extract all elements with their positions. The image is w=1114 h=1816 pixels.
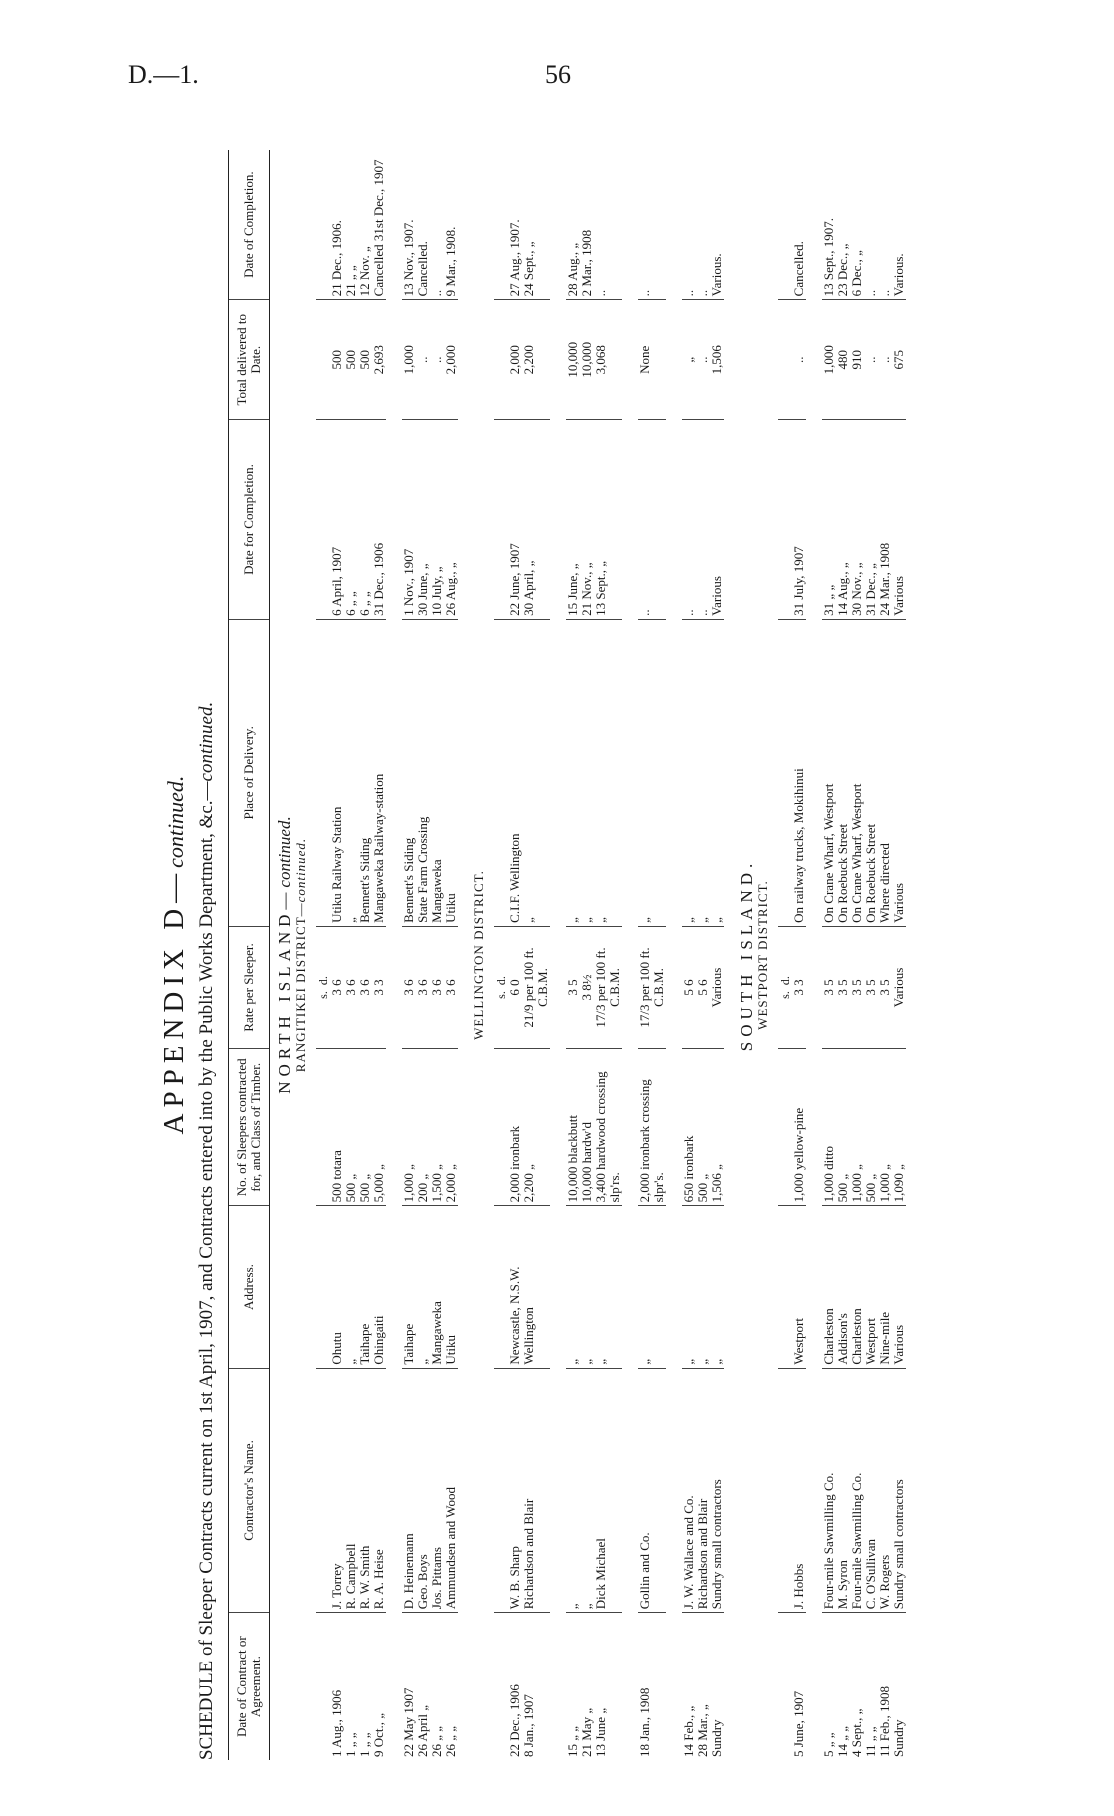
cell-date-of-completion: 9 Mar., 1908.: [444, 150, 458, 300]
cell-date: 22 May 1907: [401, 1687, 416, 1757]
cell-date-of-completion: Various.: [710, 150, 724, 300]
cell-contractor: Four-mile Sawmilling Co.: [822, 1368, 836, 1613]
cell-total-delivered: 10,000: [580, 300, 594, 420]
table-row: [864, 150, 878, 1760]
cell-date-of-completion: ..: [696, 150, 710, 300]
cell-total-delivered: 1,000: [822, 300, 836, 420]
cell-sleepers: 1,090 „: [892, 1049, 906, 1206]
cell-date-for-completion: 30 Nov., „: [850, 420, 864, 620]
cell-date-for-completion: Various: [892, 420, 906, 620]
cell-date-of-completion: ..: [878, 150, 892, 300]
cell-date-of-completion: Various.: [892, 150, 906, 300]
cell-date: 13 June „: [593, 1707, 608, 1757]
cell-date: 5 „ „: [821, 1732, 836, 1757]
cell-total-delivered: ..: [792, 300, 806, 420]
cell-contractor: Gollin and Co.: [638, 1368, 666, 1613]
cell-date: 4 Sept., „: [849, 1708, 864, 1757]
schedule-table: [228, 150, 906, 1760]
cell-date-of-completion: ..: [682, 150, 696, 300]
cell-rate: 3 6: [358, 926, 372, 1048]
cell-date-for-completion: ..: [638, 420, 666, 620]
cell-place: On Crane Wharf, Westport: [822, 619, 836, 926]
cell-date-for-completion: Various: [710, 420, 724, 620]
table-row: [372, 150, 386, 1760]
cell-address: Charleston: [850, 1206, 864, 1368]
cell-sleepers: 500 „: [344, 1049, 358, 1206]
cell-rate: 3 5: [822, 926, 836, 1048]
col-place-of-delivery: Place of Delivery.: [229, 619, 270, 926]
cell-total-delivered: 10,000: [566, 300, 580, 420]
cell-contractor: „: [566, 1368, 580, 1613]
cell-place: Where directed: [878, 619, 892, 926]
cell-date: 22 Dec., 1906: [507, 1684, 522, 1757]
cell-rate: 3 5: [566, 926, 580, 1048]
cell-date: 1 Aug., 1906: [329, 1689, 344, 1757]
cell-sleepers: 10,000 hardw'd: [580, 1049, 594, 1206]
cell-total-delivered: 675: [892, 300, 906, 420]
table-row: [580, 150, 594, 1760]
cell-contractor: J. Torrey: [330, 1368, 344, 1613]
table-row: [638, 150, 666, 1760]
cell-date-for-completion: 15 June, „: [566, 420, 580, 620]
cell-date-of-completion: 24 Sept., „: [522, 150, 550, 300]
cell-address: „: [710, 1206, 724, 1368]
table-row: [344, 150, 358, 1760]
cell-place: Bennett's Siding: [402, 619, 416, 926]
westport-heading: WESTPORT DISTRICT.: [755, 880, 770, 1030]
cell-date: 9 Oct., „: [371, 1712, 386, 1757]
cell-date-for-completion: 14 Aug., „: [836, 420, 850, 620]
cell-date-for-completion: ..: [682, 420, 696, 620]
cell-address: Nine-mile: [878, 1206, 892, 1368]
cell-sleepers: 10,000 blackbutt: [566, 1049, 580, 1206]
cell-date-for-completion: ..: [696, 420, 710, 620]
cell-contractor: W. Rogers: [878, 1368, 892, 1613]
col-address: Address.: [229, 1206, 270, 1368]
col-sleepers-timber: No. of Sleepers contracted for, and Class of Timber.: [229, 1049, 270, 1206]
cell-contractor: R. W. Smith: [358, 1368, 372, 1613]
cell-contractor: Geo. Boys: [416, 1368, 430, 1613]
cell-place: „: [522, 619, 550, 926]
cell-rate: 3 6: [416, 926, 430, 1048]
cell-address: Westport: [792, 1206, 806, 1368]
cell-date: Sundry: [891, 1719, 906, 1757]
cell-sleepers: 1,000 „: [402, 1049, 416, 1206]
cell-sleepers: 1,000 „: [878, 1049, 892, 1206]
cell-sleepers: 1,506 „: [710, 1049, 724, 1206]
table-row: [696, 150, 710, 1760]
cell-rate: Various: [892, 926, 906, 1048]
cell-contractor: Dick Michael: [594, 1368, 622, 1613]
table-row: [822, 150, 836, 1760]
cell-total-delivered: „: [682, 300, 696, 420]
rangitikei-heading: RANGITIKEI DISTRICT—continued.: [293, 837, 308, 1073]
cell-date: 26 April „: [415, 1705, 430, 1757]
cell-date-of-completion: ..: [864, 150, 878, 300]
cell-date-of-completion: 23 Dec., „: [836, 150, 850, 300]
cell-date: 18 Jan., 1908: [637, 1687, 652, 1757]
cell-place: „: [344, 619, 358, 926]
cell-date: 1 „ „: [343, 1732, 358, 1757]
cell-total-delivered: ..: [430, 300, 444, 420]
cell-date-for-completion: 31 Dec., 1906: [372, 420, 386, 620]
cell-contractor: D. Heinemann: [402, 1368, 416, 1613]
table-row: [430, 150, 444, 1760]
cell-sleepers: 200 „: [416, 1049, 430, 1206]
cell-sleepers: 500 totara: [330, 1049, 344, 1206]
table-row: [836, 150, 850, 1760]
cell-date-for-completion: 24 Mar., 1908: [878, 420, 892, 620]
cell-contractor: R. A. Heise: [372, 1368, 386, 1613]
cell-place: State Farm Crossing: [416, 619, 430, 926]
cell-sleepers: 1,000 „: [850, 1049, 864, 1206]
cell-date-of-completion: 21 „ „: [344, 150, 358, 300]
cell-contractor: Sundry small contractors: [892, 1368, 906, 1613]
cell-date-for-completion: 13 Sept., „: [594, 420, 622, 620]
table-body: NORTH ISLAND—continued. RANGITIKEI DISTRICT—continued. s. d. 1 Aug., 1906 J. Torrey Ohutu 500 totara 3 6 Utiku Railway Station 6 April, 1907 500 21 Dec., 1906. 1 „ „ R. Campbell „ 500 „ 3 6 „ 6 „ „ 500 21 „ „ 1 „ „ R. W. Smith Taihape 500 „ 3 6 Bennett's Siding 6 „ „ 500 12 Nov. „ 9 Oct., „ R. A. Heise Ohingaiti 5,000 „ 3 3 Mangaweka Railway-station 31 Dec., 1906 2,693 Cancelled 31st Dec., 1907 22 May 1907 D. Heinemann Taihape 1,000 „ 3 6 Bennett's Siding 1 Nov., 1907 1,000 13 Nov., 1907. 26 April „ Geo. Boys „ 200 „ 3 6 State Farm Crossing 30 June, „ .. Cancelled. 26 „ „ Jos. Pittams Mangaweka 1,500 „ 3 6 Mangaweka 10 July, „ .. .. 26 „ „ Ammundsen and Wood Utiku 2,000 „ 3 6 Utiku 26 Aug., „ 2,000 9 Mar., 1908. WELLINGTON DISTRICT. s. d. 22 Dec., 1906 W. B. Sharp Newcastle, N.S.W. 2,000 ironbark 6 0 C.I.F. Wellington 22 June, 1907 2,000 27 Aug., 1907. 8 Jan., 1907 Richardson and Blair Wellington 2,200 „ 21/9 per 100 ft. C.B.M. „ 30 April, „ 2,200 24 Sept., „ 15 „ „ „ „ 10,000 blackbutt 3 5 „ 15 June, „ 10,000 28 Aug., „ 21 May „ „ „ 10,000 hardw'd 3 8½ „ 21 Nov., „ 10,000 2 Mar., 1908 13 June „ Dick Michael „ 3,400 hardwood crossing slp'rs. 17/3 per 100 ft. C.B.M. „ 13 Sept., „ 3,068 .. 18 Jan., 1908 Gollin and Co. „ 2,000 ironbark crossing slpr's. 17/3 per 100 ft. C.B.M. „ .. None .. 14 Feb., „ J. W. Wallace and Co. „ 650 ironbark 5 6 „ .. „ .. 28 Mar., „ Richardson and Blair „ 500 „ 5 6 „ .. .. .. Sundry Sundry small contractors „ 1,506 „ Various „ Various 1,506 Various. SOUTH ISLAND. WESTPORT DISTRICT. s. d. 5 June, 1907 J. Hobbs Westport 1,000 yellow-pine 3 3 On railway trucks, Mokihinui 31 July, 1907 .. Cancelled. 5 „ „ Four-mile Sawmilling Co. Charleston 1,000 ditto 3 5 On Crane Wharf, Westport 31 „ „ 1,000 13 Sept., 1907. 14 „ „ M. Syron Addison's 500 „ 3 5 On Roebuck Street 14 Aug., „ 480 23 Dec., „ 4 Sept., „ Four-mile Sawmilling Co. Charleston 1,000 „ 3 5 On Crane Wharf, Westport 30 Nov., „ 910 6 Dec., „ 11 „ „ C. O'Sullivan Westport 500 „ 3 5 On Roebuck Street 31 Dec., „ .. .. 11 Feb., 1908 W. Rogers Nine-mile 1,000 „ 3 5 Where directed 24 Mar., 1908 .. .. Sundry Sundry small contractors Various 1,090 „ Various Various Various 675 Various.: [270, 150, 907, 1760]
col-date-of-completion: Date of Completion.: [229, 150, 270, 300]
cell-rate: 3 6: [444, 926, 458, 1048]
col-total-delivered: Total delivered to Date.: [229, 300, 270, 420]
cell-rate: 3 6: [344, 926, 358, 1048]
cell-place: „: [638, 619, 666, 926]
south-island-heading: SOUTH ISLAND.: [737, 858, 756, 1052]
cell-address: Addison's: [836, 1206, 850, 1368]
cell-date-for-completion: 6 „ „: [358, 420, 372, 620]
table-row: [402, 150, 416, 1760]
cell-date: 11 „ „: [863, 1726, 878, 1757]
cell-date-of-completion: 27 Aug., 1907.: [508, 150, 522, 300]
cell-total-delivered: 1,506: [710, 300, 724, 420]
cell-address: Taihape: [358, 1206, 372, 1368]
cell-rate: 17/3 per 100 ft. C.B.M.: [638, 926, 666, 1048]
cell-rate: 3 3: [792, 926, 806, 1048]
table-row: [522, 150, 550, 1760]
cell-total-delivered: 2,000: [508, 300, 522, 420]
table-row: [330, 150, 344, 1760]
cell-total-delivered: ..: [696, 300, 710, 420]
cell-total-delivered: 2,000: [444, 300, 458, 420]
col-rate: Rate per Sleeper.: [229, 926, 270, 1048]
cell-sleepers: 2,000 ironbark crossing slpr's.: [638, 1049, 666, 1206]
cell-address: „: [638, 1206, 666, 1368]
cell-address: Utiku: [444, 1206, 458, 1368]
cell-contractor: C. O'Sullivan: [864, 1368, 878, 1613]
cell-sleepers: 500 „: [358, 1049, 372, 1206]
cell-total-delivered: ..: [864, 300, 878, 420]
cell-date: 11 Feb., 1908: [877, 1685, 892, 1757]
cell-address: Newcastle, N.S.W.: [508, 1206, 522, 1368]
cell-address: „: [416, 1206, 430, 1368]
table-row: [508, 150, 522, 1760]
cell-date-of-completion: 12 Nov. „: [358, 150, 372, 300]
cell-place: „: [580, 619, 594, 926]
north-island-heading: NORTH ISLAND—continued.: [275, 816, 294, 1094]
cell-address: „: [682, 1206, 696, 1368]
cell-contractor: Four-mile Sawmilling Co.: [850, 1368, 864, 1613]
cell-date-of-completion: ..: [638, 150, 666, 300]
col-contractor-name: Contractor's Name.: [229, 1368, 270, 1613]
cell-place: C.I.F. Wellington: [508, 619, 522, 926]
cell-total-delivered: 2,693: [372, 300, 386, 420]
cell-contractor: Ammundsen and Wood: [444, 1368, 458, 1613]
cell-contractor: Sundry small contractors: [710, 1368, 724, 1613]
cell-contractor: Richardson and Blair: [522, 1368, 550, 1613]
cell-date-for-completion: 21 Nov., „: [580, 420, 594, 620]
cell-date-for-completion: 30 April, „: [522, 420, 550, 620]
cell-date-of-completion: 6 Dec., „: [850, 150, 864, 300]
cell-address: „: [594, 1206, 622, 1368]
cell-rate: 3 6: [330, 926, 344, 1048]
cell-place: Utiku Railway Station: [330, 619, 344, 926]
cell-sleepers: 2,200 „: [522, 1049, 550, 1206]
cell-contractor: J. Hobbs: [792, 1368, 806, 1613]
table-row: [566, 150, 580, 1760]
cell-contractor: M. Syron: [836, 1368, 850, 1613]
cell-total-delivered: 500: [330, 300, 344, 420]
cell-sleepers: 3,400 hardwood crossing slp'rs.: [594, 1049, 622, 1206]
cell-contractor: Richardson and Blair: [696, 1368, 710, 1613]
cell-contractor: J. W. Wallace and Co.: [682, 1368, 696, 1613]
cell-date: 14 „ „: [835, 1725, 850, 1757]
cell-rate: 3 6: [402, 926, 416, 1048]
cell-date: 1 „ „: [357, 1732, 372, 1757]
table-row: [682, 150, 696, 1760]
cell-contractor: W. B. Sharp: [508, 1368, 522, 1613]
col-date-for-completion: Date for Completion.: [229, 420, 270, 620]
cell-rate: 5 6: [696, 926, 710, 1048]
cell-sleepers: 1,000 yellow-pine: [792, 1049, 806, 1206]
cell-rate: 6 0: [508, 926, 522, 1048]
cell-place: Mangaweka: [430, 619, 444, 926]
table-row: [892, 150, 906, 1760]
cell-place: „: [710, 619, 724, 926]
wellington-heading: WELLINGTON DISTRICT.: [471, 870, 486, 1040]
cell-total-delivered: 480: [836, 300, 850, 420]
cell-date: 26 „ „: [443, 1725, 458, 1757]
cell-rate: 3 3: [372, 926, 386, 1048]
cell-sleepers: 500 „: [836, 1049, 850, 1206]
cell-sleepers: 2,000 „: [444, 1049, 458, 1206]
table-row: [792, 150, 806, 1760]
cell-date: 21 May „: [579, 1707, 594, 1757]
cell-date-for-completion: 1 Nov., 1907: [402, 420, 416, 620]
table-row: [358, 150, 372, 1760]
cell-place: On Roebuck Street: [836, 619, 850, 926]
cell-place: „: [682, 619, 696, 926]
cell-address: Charleston: [822, 1206, 836, 1368]
cell-place: Bennett's Siding: [358, 619, 372, 926]
cell-place: On Roebuck Street: [864, 619, 878, 926]
cell-place: Various: [892, 619, 906, 926]
cell-rate: Various: [710, 926, 724, 1048]
cell-date: 26 „ „: [429, 1725, 444, 1757]
cell-date-for-completion: 31 July, 1907: [792, 420, 806, 620]
cell-rate: 3 5: [836, 926, 850, 1048]
cell-date-for-completion: 22 June, 1907: [508, 420, 522, 620]
cell-total-delivered: ..: [878, 300, 892, 420]
cell-total-delivered: 500: [344, 300, 358, 420]
schedule-title: SCHEDULE of Sleeper Contracts current on 1st April, 1907, and Contracts entered into by the Public Works Department, &c.—continued.: [196, 701, 217, 1760]
rotated-page-content: [158, 150, 1088, 1760]
table-header-row: [229, 150, 270, 1760]
appendix-title: APPENDIX D—continued.: [158, 775, 190, 1135]
page-number: 56: [545, 60, 571, 89]
cell-address: Various: [892, 1206, 906, 1368]
cell-date: 5 June, 1907: [791, 1690, 806, 1757]
cell-date: 15 „ „: [565, 1725, 580, 1757]
cell-date-of-completion: ..: [594, 150, 622, 300]
cell-total-delivered: 910: [850, 300, 864, 420]
cell-address: „: [580, 1206, 594, 1368]
cell-rate: 17/3 per 100 ft. C.B.M.: [594, 926, 622, 1048]
cell-date-for-completion: 10 July, „: [430, 420, 444, 620]
cell-date-of-completion: 13 Sept., 1907.: [822, 150, 836, 300]
cell-rate: 3 5: [850, 926, 864, 1048]
cell-address: Taihape: [402, 1206, 416, 1368]
cell-place: „: [696, 619, 710, 926]
cell-place: On Crane Wharf, Westport: [850, 619, 864, 926]
cell-total-delivered: 3,068: [594, 300, 622, 420]
cell-total-delivered: None: [638, 300, 666, 420]
cell-contractor: R. Campbell: [344, 1368, 358, 1613]
cell-date: 8 Jan., 1907: [521, 1694, 536, 1757]
cell-date-of-completion: 28 Aug., „: [566, 150, 580, 300]
cell-contractor: „: [580, 1368, 594, 1613]
cell-total-delivered: 500: [358, 300, 372, 420]
cell-date-of-completion: 2 Mar., 1908: [580, 150, 594, 300]
cell-date-of-completion: ..: [430, 150, 444, 300]
cell-contractor: Jos. Pittams: [430, 1368, 444, 1613]
cell-address: Ohutu: [330, 1206, 344, 1368]
cell-place: „: [594, 619, 622, 926]
cell-date: Sundry: [709, 1719, 724, 1757]
table-row: [710, 150, 724, 1760]
page-reference: D.—1.: [128, 60, 199, 89]
cell-address: „: [344, 1206, 358, 1368]
cell-sleepers: 1,500 „: [430, 1049, 444, 1206]
cell-date-of-completion: Cancelled 31st Dec., 1907: [372, 150, 386, 300]
cell-date-of-completion: 21 Dec., 1906.: [330, 150, 344, 300]
cell-address: „: [696, 1206, 710, 1368]
cell-sleepers: 500 „: [864, 1049, 878, 1206]
cell-rate: 3 5: [864, 926, 878, 1048]
cell-date-for-completion: 31 „ „: [822, 420, 836, 620]
cell-rate: 5 6: [682, 926, 696, 1048]
cell-sleepers: 500 „: [696, 1049, 710, 1206]
table-row: [444, 150, 458, 1760]
cell-place: „: [566, 619, 580, 926]
cell-date-for-completion: 30 June, „: [416, 420, 430, 620]
cell-place: Mangaweka Railway-station: [372, 619, 386, 926]
table-row: [878, 150, 892, 1760]
cell-sleepers: 2,000 ironbark: [508, 1049, 522, 1206]
cell-place: Utiku: [444, 619, 458, 926]
cell-date-for-completion: 31 Dec., „: [864, 420, 878, 620]
cell-place: On railway trucks, Mokihinui: [792, 619, 806, 926]
cell-date: 14 Feb., „: [681, 1705, 696, 1757]
cell-total-delivered: 1,000: [402, 300, 416, 420]
table-row: [416, 150, 430, 1760]
cell-date-for-completion: 26 Aug., „: [444, 420, 458, 620]
cell-address: „: [566, 1206, 580, 1368]
cell-address: Westport: [864, 1206, 878, 1368]
table-row: [594, 150, 622, 1760]
cell-total-delivered: ..: [416, 300, 430, 420]
cell-rate: 3 5: [878, 926, 892, 1048]
cell-sleepers: 5,000 „: [372, 1049, 386, 1206]
col-date-of-contract: Date of Contract or Agreement.: [229, 1613, 270, 1760]
cell-date-of-completion: 13 Nov., 1907.: [402, 150, 416, 300]
cell-date-of-completion: Cancelled.: [416, 150, 430, 300]
cell-rate: 21/9 per 100 ft. C.B.M.: [522, 926, 550, 1048]
table-row: [850, 150, 864, 1760]
cell-date-for-completion: 6 „ „: [344, 420, 358, 620]
cell-sleepers: 650 ironbark: [682, 1049, 696, 1206]
cell-sleepers: 1,000 ditto: [822, 1049, 836, 1206]
cell-date: 28 Mar., „: [695, 1704, 710, 1757]
cell-address: Wellington: [522, 1206, 550, 1368]
cell-total-delivered: 2,200: [522, 300, 550, 420]
cell-rate: 3 8½: [580, 926, 594, 1048]
cell-date-of-completion: Cancelled.: [792, 150, 806, 300]
cell-address: Mangaweka: [430, 1206, 444, 1368]
cell-date-for-completion: 6 April, 1907: [330, 420, 344, 620]
units-row: s. d.: [316, 150, 330, 1760]
cell-rate: 3 6: [430, 926, 444, 1048]
cell-address: Ohingaiti: [372, 1206, 386, 1368]
